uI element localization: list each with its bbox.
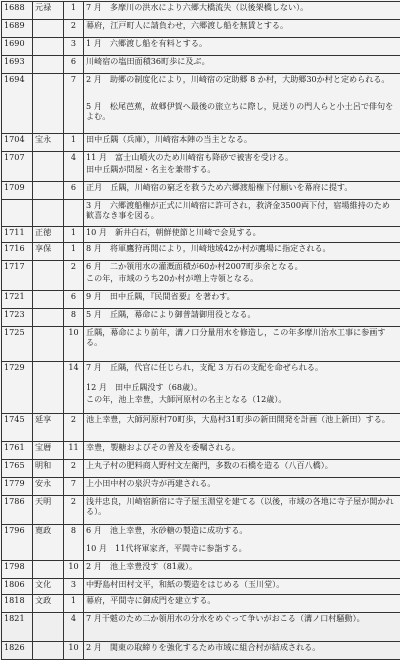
era-year-cell <box>64 273 84 291</box>
event-description: 2 月 池上幸豊没す（81歳）。 <box>84 561 400 579</box>
era-year-cell: 10 <box>64 327 84 362</box>
year-cell <box>2 394 33 414</box>
era-year-cell: 8 <box>64 309 84 327</box>
chronology-row <box>2 101 400 134</box>
event-description: 6 月 池上幸豊，氷砂糖の製造に成功する。 <box>84 525 400 543</box>
chronology-row <box>2 134 400 152</box>
year-cell: 1721 <box>2 291 33 309</box>
event-description: 5 月 丘隅，幕命により御普請御用役となる。 <box>84 309 400 327</box>
chronology-row <box>2 227 400 243</box>
chronology-row <box>2 56 400 74</box>
event-description: この年，池上幸豊，大師河原村の名主となる（12歳）。 <box>86 393 287 404</box>
era-cell: 延享 <box>33 414 64 442</box>
era-year-cell: 3 <box>64 579 84 595</box>
chronology-row <box>2 525 400 543</box>
chronology-body <box>2 2 400 660</box>
event-description: 10 月 新井白石，朝鮮使節と川崎で会見する。 <box>84 227 400 243</box>
era-cell: 元禄 <box>33 2 64 20</box>
chronology-row <box>2 579 400 595</box>
event-description: 9 月 田中丘隅，『民間省要』を著わす。 <box>84 291 400 309</box>
era-cell: 寛政 <box>33 525 64 543</box>
year-cell <box>2 543 33 561</box>
era-year-cell <box>64 164 84 182</box>
era-year-cell: 4 <box>64 613 84 642</box>
chronology-row <box>2 291 400 309</box>
year-cell: 1786 <box>2 496 33 525</box>
era-cell: 天明 <box>33 496 64 525</box>
era-year-cell: 2 <box>64 496 84 525</box>
era-cell <box>33 20 64 38</box>
era-cell <box>33 152 64 164</box>
year-cell: 1717 <box>2 261 33 273</box>
era-year-cell: 6 <box>64 182 84 200</box>
era-cell <box>33 101 64 134</box>
year-cell: 1694 <box>2 74 33 101</box>
year-cell: 1707 <box>2 152 33 164</box>
event-description: 10 月 11代将軍家斉，平間寺に参詣する。 <box>86 542 247 553</box>
event-description: 1 月 六郷渡し船を有料とする。 <box>84 38 400 56</box>
era-cell <box>33 543 64 561</box>
year-cell: 1806 <box>2 579 33 595</box>
chronology-row <box>2 74 400 101</box>
era-cell: 享保 <box>33 243 64 261</box>
event-description: 田中丘隅（兵庫），川崎宿本陣の当主となる。 <box>84 134 400 152</box>
chronology-row <box>2 478 400 496</box>
chronology-row <box>2 382 400 394</box>
event-description: 中野島村田村文平，和紙の製造をはじめる（玉川堂）。 <box>84 579 400 595</box>
era-year-cell: 1 <box>64 243 84 261</box>
event-description: 丘隅，幕命により前年，溝ノ口分量用水を修造し，この年多摩川治水工事に参画する。 <box>84 327 400 362</box>
era-cell <box>33 164 64 182</box>
event-description: 幕府，江戸町人に請負わせ，六郷渡し船を無賃とする。 <box>84 20 400 38</box>
chronology-row <box>2 394 400 414</box>
year-cell: 1745 <box>2 414 33 442</box>
event-description: この年，市域のうち20か村が増上寺領となる。 <box>86 272 259 283</box>
era-year-cell <box>64 101 84 134</box>
era-year-cell: 8 <box>64 525 84 543</box>
chronology-row <box>2 442 400 460</box>
era-cell <box>33 309 64 327</box>
chronology-row <box>2 243 400 261</box>
event-description: 7 月 丘隅，代官に任じられ，支配 3 万石の支配を命ぜられる。 <box>84 362 400 382</box>
event-description: 幕府，平間寺に御成門を建立する。 <box>84 595 400 613</box>
chronology-row <box>2 561 400 579</box>
era-cell: 安永 <box>33 478 64 496</box>
era-year-cell: 2 <box>64 20 84 38</box>
era-cell <box>33 327 64 362</box>
chronology-row <box>2 543 400 561</box>
year-cell: 1779 <box>2 478 33 496</box>
chronology-row <box>2 20 400 38</box>
era-cell <box>33 291 64 309</box>
era-cell: 明和 <box>33 460 64 478</box>
era-year-cell: 4 <box>64 152 84 164</box>
event-description: 幸豊，製糖およびその普及を委嘱される。 <box>84 442 400 460</box>
year-cell: 1688 <box>2 2 33 20</box>
era-cell: 文政 <box>33 595 64 613</box>
era-year-cell: 1 <box>64 227 84 243</box>
era-cell <box>33 362 64 382</box>
year-cell: 1693 <box>2 56 33 74</box>
era-cell <box>33 182 64 200</box>
event-description: 上小田中村の泉沢寺が再建される。 <box>84 478 400 496</box>
year-cell: 1761 <box>2 442 33 460</box>
era-year-cell: 1 <box>64 595 84 613</box>
chronology-row <box>2 613 400 642</box>
era-year-cell: 7 <box>64 74 84 101</box>
era-cell <box>33 382 64 394</box>
chronology-row <box>2 152 400 164</box>
event-description: 田中丘隅が問屋・名主を兼帯する。 <box>86 163 216 174</box>
year-cell <box>2 273 33 291</box>
year-cell: 1796 <box>2 525 33 543</box>
year-cell: 1709 <box>2 182 33 200</box>
event-description: 2 月 関東の取締りを強化するため市域に組合村が結成される。 <box>84 642 400 660</box>
event-description: 12 月 田中丘隅没す（68歳）。 <box>86 381 203 392</box>
era-year-cell: 1 <box>64 2 84 20</box>
era-year-cell: 2 <box>64 414 84 442</box>
chronology-row <box>2 642 400 660</box>
era-year-cell: 2 <box>64 261 84 273</box>
era-year-cell: 3 <box>64 38 84 56</box>
era-year-cell <box>64 200 84 227</box>
event-description: 3 月 六郷渡船権が正式に川崎宿に許可され，救済金3500両下付，宿場維持のため歓喜なき事を図る。 <box>84 200 400 227</box>
chronology-row <box>2 595 400 613</box>
era-cell <box>33 613 64 642</box>
era-cell <box>33 200 64 227</box>
era-year-cell <box>64 394 84 414</box>
era-year-cell: 10 <box>64 642 84 660</box>
era-cell <box>33 261 64 273</box>
year-cell <box>2 382 33 394</box>
era-cell <box>33 561 64 579</box>
era-year-cell: 2 <box>64 460 84 478</box>
era-cell <box>33 394 64 414</box>
year-cell: 1716 <box>2 243 33 261</box>
year-cell <box>2 200 33 227</box>
year-cell: 1723 <box>2 309 33 327</box>
event-description: 7 月干魃のため二か領用水の分水をめぐって争いがおこる（溝ノ口村騒動）。 <box>84 613 400 642</box>
era-cell: 正徳 <box>33 227 64 243</box>
era-year-cell <box>64 543 84 561</box>
event-description: 川崎宿の塩田面積36町歩に及ぶ。 <box>84 56 400 74</box>
chronology-row <box>2 327 400 362</box>
era-cell <box>33 642 64 660</box>
year-cell: 1729 <box>2 362 33 382</box>
event-description: 正月 丘隅，川崎宿の窮乏を救うため六郷渡船権下付願いを幕府に提す。 <box>84 182 400 200</box>
era-year-cell: 7 <box>64 478 84 496</box>
event-description: 池上幸豊，大師河原村70町歩，大島村31町歩の新田開発を計画（池上新田）する。 <box>84 414 400 442</box>
era-cell <box>33 74 64 101</box>
chronology-row <box>2 164 400 182</box>
era-year-cell: 6 <box>64 291 84 309</box>
year-cell: 1821 <box>2 613 33 642</box>
era-cell <box>33 273 64 291</box>
event-description: 2 月 助郷の制度化により，川崎宿の定助郷 8 か村，大助郷30か村と定められる。 <box>84 74 400 101</box>
era-cell <box>33 56 64 74</box>
chronology-row <box>2 496 400 525</box>
era-cell <box>33 38 64 56</box>
year-cell: 1826 <box>2 642 33 660</box>
chronology-row <box>2 200 400 227</box>
chronology-table <box>1 1 400 660</box>
event-description: 上丸子村の肥料商人野村文左衛門，多数の石橋を造る（八百八橋）。 <box>84 460 400 478</box>
chronology-row <box>2 414 400 442</box>
chronology-row <box>2 460 400 478</box>
year-cell: 1725 <box>2 327 33 362</box>
era-year-cell: 11 <box>64 442 84 460</box>
era-cell: 文化 <box>33 579 64 595</box>
chronology-row <box>2 362 400 382</box>
chronology-row <box>2 273 400 291</box>
event-description: 8 月 将軍鷹狩再開により，川崎地域42か村が鷹場に指定される。 <box>84 243 400 261</box>
era-year-cell <box>64 382 84 394</box>
year-cell: 1798 <box>2 561 33 579</box>
year-cell: 1690 <box>2 38 33 56</box>
year-cell: 1765 <box>2 460 33 478</box>
era-year-cell: 1 <box>64 134 84 152</box>
event-description: 7 月 多摩川の洪水により六郷大橋流失（以後架橋しない）。 <box>84 2 400 20</box>
chronology-row <box>2 182 400 200</box>
event-description: 11 月 富士山噴火のため川崎宿も降砂で被害を受ける。 <box>84 152 400 164</box>
era-year-cell: 6 <box>64 56 84 74</box>
chronology-row <box>2 261 400 273</box>
chronology-row <box>2 2 400 20</box>
era-cell: 宝永 <box>33 134 64 152</box>
era-year-cell: 10 <box>64 561 84 579</box>
era-cell: 宝暦 <box>33 442 64 460</box>
era-year-cell: 14 <box>64 362 84 382</box>
year-cell: 1818 <box>2 595 33 613</box>
year-cell: 1704 <box>2 134 33 152</box>
year-cell: 1689 <box>2 20 33 38</box>
event-description: 5 月 松尾芭蕉，故郷伊賀へ最後の旅立ちに際し，見送りの門人らと小土呂で俳句をよむ。 <box>86 100 394 121</box>
year-cell: 1711 <box>2 227 33 243</box>
year-cell <box>2 101 33 134</box>
chronology-row <box>2 309 400 327</box>
event-description: 浅井忠良，川崎宿新宿に寺子屋玉淵堂を建てる（以後，市域の各地に寺子屋が開かれる）。 <box>84 496 400 525</box>
event-description: 6 月 二か領用水の灌漑面積が60か村2007町歩余となる。 <box>84 261 400 273</box>
year-cell <box>2 164 33 182</box>
chronology-row <box>2 38 400 56</box>
